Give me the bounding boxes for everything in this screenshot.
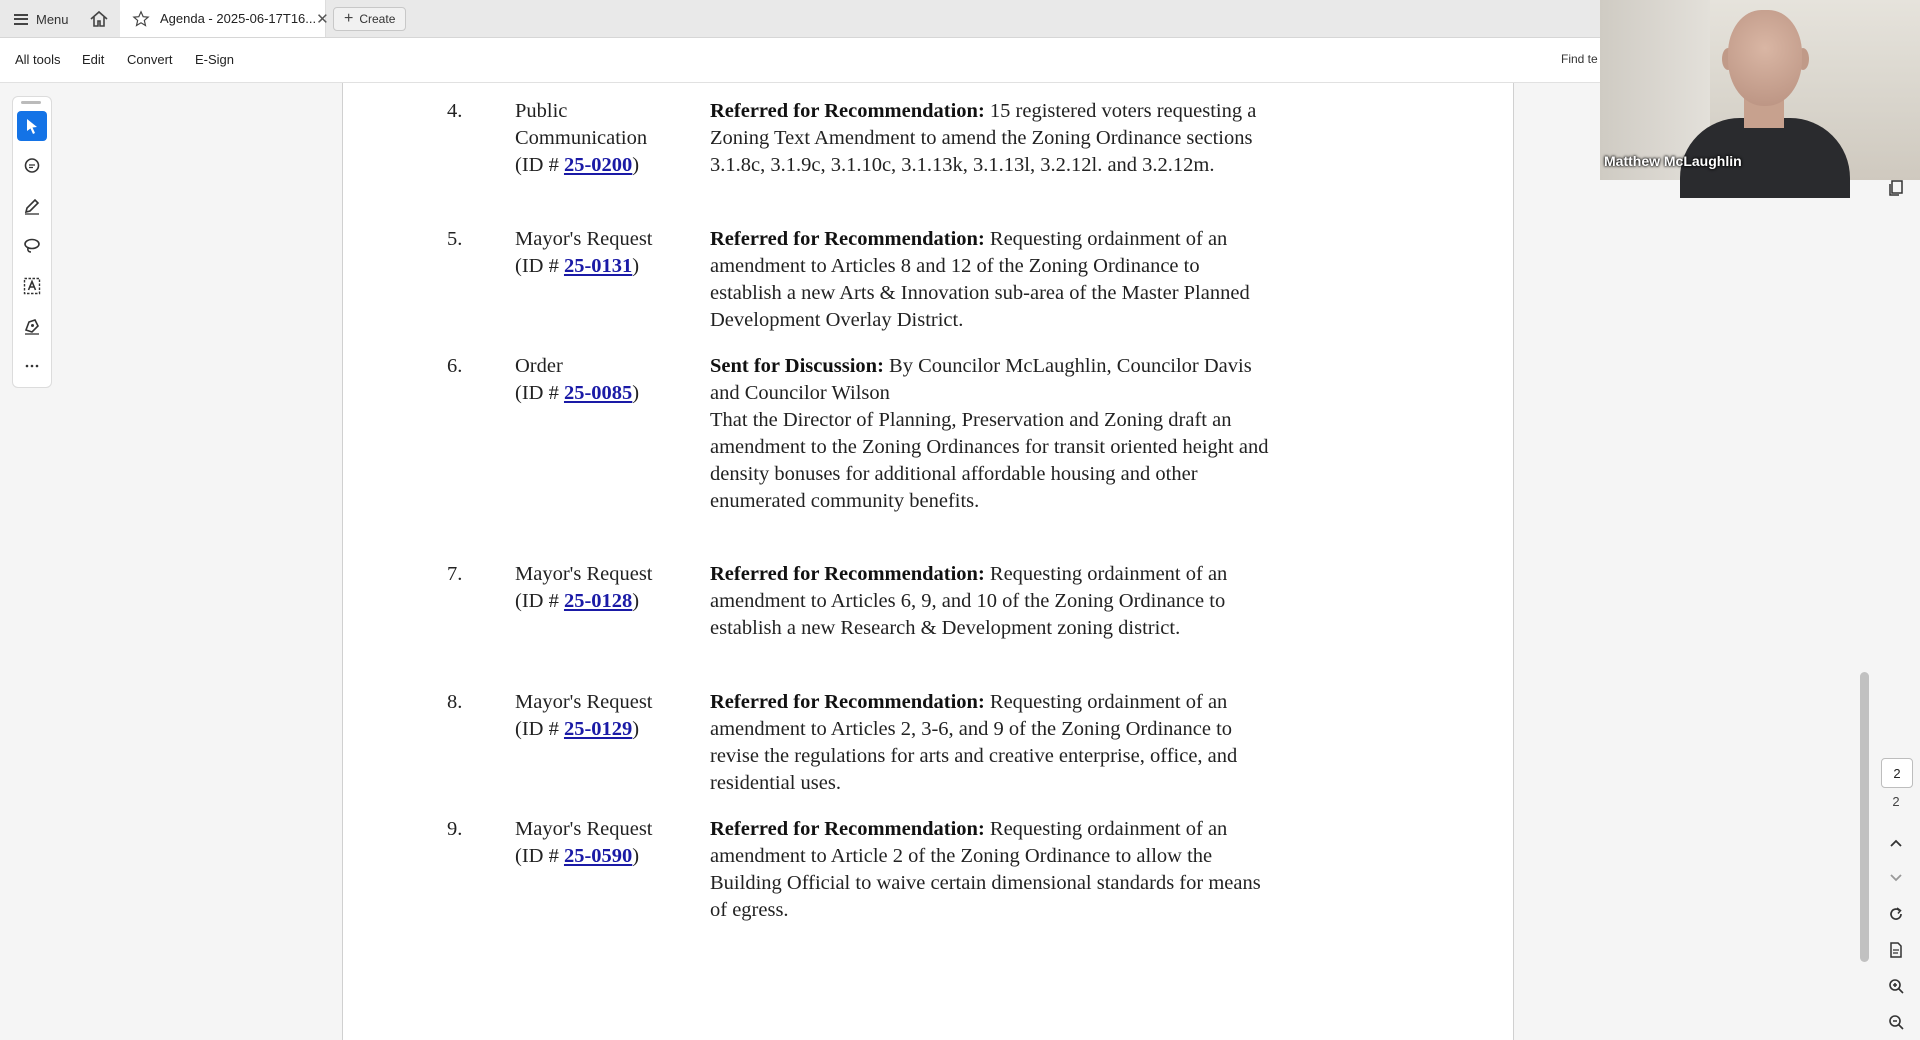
item-action-label: Referred for Recommendation:: [710, 691, 985, 713]
home-button[interactable]: [88, 8, 110, 30]
text-select-tool[interactable]: [17, 271, 47, 301]
draw-tool[interactable]: [17, 191, 47, 221]
item-number: 8.: [447, 691, 463, 713]
item-type-line: Mayor's Request: [515, 818, 653, 840]
next-page-button[interactable]: [1884, 865, 1908, 889]
item-text: By Councilor McLaughlin, Councilor Davis and Councilor Wilson: [710, 355, 1252, 404]
id-suffix: ): [632, 590, 640, 612]
zoom-out-icon: [1887, 1013, 1905, 1031]
zoom-in-button[interactable]: [1884, 974, 1908, 998]
menu-edit[interactable]: Edit: [82, 52, 105, 67]
create-label: Create: [359, 12, 396, 26]
id-suffix: ): [632, 255, 640, 277]
item-id-line: [515, 716, 695, 743]
item-type-line: Communication: [515, 127, 648, 149]
item-id-line: [515, 152, 695, 179]
item-type: [515, 816, 695, 870]
item-number: 9.: [447, 818, 463, 840]
video-feed: [1600, 0, 1920, 180]
home-icon: [88, 8, 110, 30]
item-id-line: [515, 380, 695, 407]
zoom-out-button[interactable]: [1884, 1010, 1908, 1034]
more-tools[interactable]: [17, 351, 47, 381]
item-type-line: Order: [515, 355, 563, 377]
comment-tool[interactable]: [17, 151, 47, 181]
item-id-line: [515, 588, 695, 615]
item-action-label: Sent for Discussion:: [710, 355, 884, 377]
item-id-link[interactable]: 25-0129: [563, 718, 633, 740]
item-action-label: Referred for Recommendation:: [710, 563, 985, 585]
item-description: [710, 561, 1270, 642]
tab-title: Agenda - 2025-06-17T16...: [160, 11, 317, 26]
id-suffix: ): [632, 718, 640, 740]
id-prefix: (ID #: [515, 845, 564, 867]
select-tool[interactable]: [17, 111, 47, 141]
find-text-label[interactable]: Find te: [1561, 52, 1598, 66]
item-text: Requesting ordainment of an amendment to Articles 2, 3-6, and 9 of the Zoning Ordinance to revise the regulations for arts and creative enterprise, office, and residential uses.: [710, 691, 1238, 794]
menu-esign[interactable]: E-Sign: [195, 52, 235, 67]
item-description: [710, 689, 1270, 797]
item-text: Requesting ordainment of an amendment to Articles 8 and 12 of the Zoning Ordinance to establish a new Arts & Innovation sub-area of the Master Planned Development Overlay District.: [710, 228, 1250, 331]
item-id-link[interactable]: 25-0085: [563, 382, 633, 404]
id-prefix: (ID #: [515, 255, 564, 277]
item-type-line: Public: [515, 100, 568, 122]
item-number: 7.: [447, 563, 463, 585]
item-type: [515, 226, 695, 280]
item-id-link[interactable]: 25-0590: [563, 845, 633, 867]
id-prefix: (ID #: [515, 154, 564, 176]
menu-convert[interactable]: Convert: [127, 52, 173, 67]
id-suffix: ): [632, 382, 640, 404]
text-select-icon: [22, 276, 42, 296]
comment-icon: [22, 156, 42, 176]
page-number-input[interactable]: 2: [1881, 758, 1913, 788]
more-icon: [22, 356, 42, 376]
pen-icon: [22, 196, 42, 216]
page-fit-button[interactable]: [1884, 938, 1908, 962]
item-description: [710, 98, 1270, 179]
item-id-link[interactable]: 25-0131: [563, 255, 633, 277]
item-type: [515, 98, 695, 179]
video-person-head: [1728, 10, 1802, 106]
item-text: Requesting ordainment of an amendment to Article 2 of the Zoning Ordinance to allow the Building Official to waive certain dimensional standards for means of egress.: [710, 818, 1261, 921]
item-text: Requesting ordainment of an amendment to Articles 6, 9, and 10 of the Zoning Ordinance to establish a new Research & Development zoning district.: [710, 563, 1228, 639]
id-prefix: (ID #: [515, 718, 564, 740]
lasso-icon: [22, 236, 42, 256]
item-description: [710, 353, 1270, 515]
participant-name: Matthew McLaughlin: [1604, 153, 1742, 169]
id-prefix: (ID #: [515, 382, 564, 404]
star-icon[interactable]: [132, 10, 150, 28]
document-tab[interactable]: [120, 0, 329, 37]
chevron-down-icon: [1887, 868, 1905, 886]
item-description: [710, 226, 1270, 334]
item-description: [710, 816, 1270, 924]
item-number: 4.: [447, 100, 463, 122]
copy-pages-icon[interactable]: [1886, 178, 1906, 198]
item-text-continued: That the Director of Planning, Preservation and Zoning draft an amendment to the Zoning Ordinances for transit oriented height and density bonuses for additional affordable housing and other enumerated community benefits.: [710, 409, 1269, 512]
menu-button[interactable]: [14, 8, 69, 30]
prev-page-button[interactable]: [1884, 832, 1908, 856]
hamburger-icon: [14, 14, 28, 25]
item-action-label: Referred for Recommendation:: [710, 818, 985, 840]
rotate-icon: [1887, 905, 1905, 923]
item-type-line: Mayor's Request: [515, 691, 653, 713]
item-number: 6.: [447, 355, 463, 377]
item-id-line: [515, 253, 695, 280]
id-suffix: ): [632, 845, 640, 867]
item-action-label: Referred for Recommendation:: [710, 228, 985, 250]
menu-all-tools[interactable]: All tools: [15, 52, 61, 67]
item-type-line: Mayor's Request: [515, 228, 653, 250]
item-type: [515, 689, 695, 743]
close-tab-icon[interactable]: ✕: [316, 10, 329, 28]
create-button[interactable]: [333, 7, 406, 31]
tool-rail: [12, 96, 52, 388]
sign-tool[interactable]: [17, 311, 47, 341]
id-prefix: (ID #: [515, 590, 564, 612]
item-id-link[interactable]: 25-0200: [563, 154, 633, 176]
scrollbar-thumb[interactable]: [1860, 672, 1869, 962]
rotate-button[interactable]: [1884, 902, 1908, 926]
item-text: 15 registered voters requesting a Zoning Text Amendment to amend the Zoning Ordinance sections 3.1.8c, 3.1.9c, 3.1.10c, 3.1.13k, 3.1.13l, 3.2.12l. and 3.2.12m.: [710, 100, 1257, 176]
item-id-line: [515, 843, 695, 870]
item-type: [515, 561, 695, 615]
page-total: 2: [1892, 794, 1900, 809]
page-icon: [1887, 941, 1905, 959]
sign-icon: [22, 316, 42, 336]
rail-grip[interactable]: [21, 101, 41, 104]
chevron-up-icon: [1887, 835, 1905, 853]
plus-icon: +: [344, 10, 354, 27]
item-number: 5.: [447, 228, 463, 250]
item-type: [515, 353, 695, 407]
item-id-link[interactable]: 25-0128: [563, 590, 633, 612]
item-type-line: Mayor's Request: [515, 563, 653, 585]
menu-label: Menu: [36, 11, 69, 27]
id-suffix: ): [632, 154, 640, 176]
document-page: [342, 83, 1514, 1040]
item-action-label: Referred for Recommendation:: [710, 100, 985, 122]
zoom-in-icon: [1887, 977, 1905, 995]
select-icon: [22, 116, 42, 136]
lasso-tool[interactable]: [17, 231, 47, 261]
